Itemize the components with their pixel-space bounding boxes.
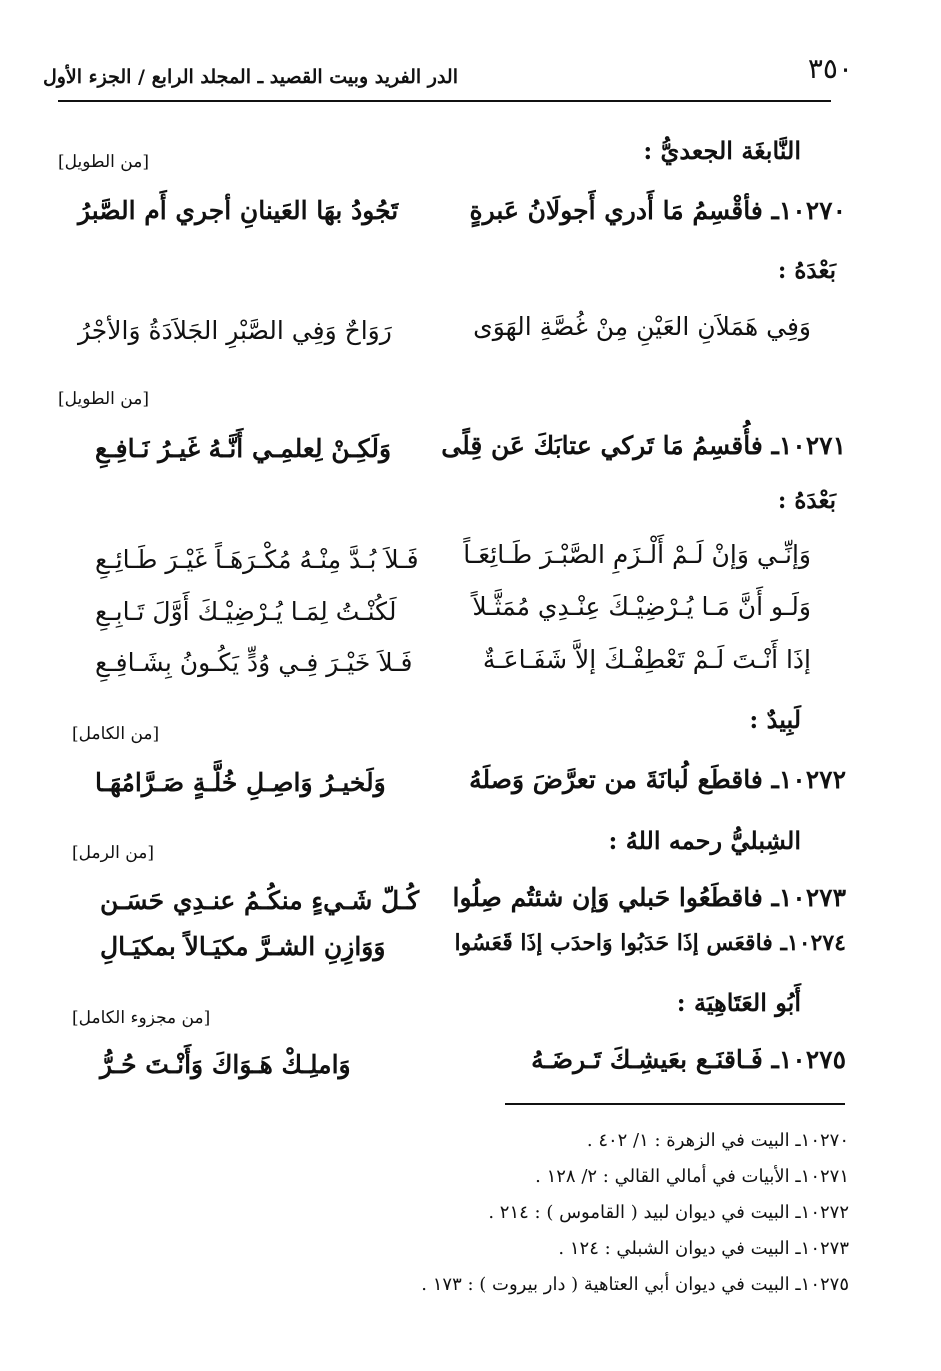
verse-second-hemistich: فَـلاَ خَيْـرَ فِـي وُدٍّ يَكُـونُ بِشَـافِـعِ [95,648,413,677]
after-label: بَعْدَهُ : [777,487,836,514]
meter-label: [من الكامل] [72,724,160,744]
verse-first-hemistich: ١٠٢٧٣ـ فاقطَعُوا حَبلي وَإن شئتُم صِلُوا [452,883,846,912]
poet-name: النَّابغَة الجعديُّ : [643,136,801,165]
after-label: بَعْدَهُ : [777,257,836,284]
verse-second-hemistich: تَجُودُ بهَا العَينانِ أجري أَم الصَّبرُ [78,196,399,225]
verse-second-hemistich: وَاملِـكْ هَـوَاكَ وَأَنْـتَ حُـرُّ [100,1050,351,1079]
verse-first-hemistich: وَلَـو أَنَّ مَـا يُـرْضِيْـكَ عِنْـدِي مُمَثَّـلاً [472,592,811,621]
footnote: ١٠٢٧٥ـ البيت في ديوان أبي العتاهية ( دار بيروت ) : ١٧٣ . [421,1274,849,1295]
running-header: الدر الفريد وبيت القصيد ـ المجلد الرابع / الجزء الأول [42,66,458,88]
verse-second-hemistich: كُـلّ شَـيءٍ منكُـمُ عنـدِي حَسَـن [100,886,420,915]
verse-second-hemistich: وَوَازِنِ الشـرَّ مكيَـالاً بمكيَـالِ [100,932,386,961]
verse-first-hemistich: ١٠٢٧٠ـ فأقْسِمُ مَا أَدري أَجولَانُ عَبرةٍ [469,196,846,225]
meter-label: [من الطويل] [58,389,149,409]
header-divider [58,100,831,102]
poet-name: الشِبليُّ رحمه اللهُ : [608,826,801,855]
verse-second-hemistich: وَلَكِـنْ لِعلمِـي أَنَّـهُ غَيـرُ نَـافِـعِ [95,434,392,463]
poet-name: لَبِيدٌ : [749,705,801,734]
verse-first-hemistich: وَإنِّـي وَإنْ لَـمْ أَلْـزَمِ الصَّبْـرَ طَـائِعَـاً [463,540,811,569]
footnote: ١٠٢٧١ـ الأبيات في أمالي القالي : ٢/ ١٢٨ . [535,1166,849,1187]
footnote: ١٠٢٧٢ـ البيت في ديوان لبيد ( القاموس ) : ٢١٤ . [488,1202,849,1223]
footnote: ١٠٢٧٣ـ البيت في ديوان الشبلي : ١٢٤ . [558,1238,849,1259]
verse-second-hemistich: لَكُنْـتُ لِمَـا يُـرْضِيْـكَ أَوَّلَ تَـابِـعِ [95,597,397,626]
verse-first-hemistich: ١٠٢٧٥ـ فَـاقنَـع بعَيشِـكَ تَـرضَـهُ [531,1045,846,1074]
verse-first-hemistich: ١٠٢٧٤ـ فاقعَس إذَا حَدَبُوا وَاحدَب إذَا قَعَسُوا [454,930,846,956]
verse-second-hemistich: رَوَاحٌ وَفِي الصَّبْرِ الجَلاَدَةُ وَالأجْرُ [78,316,392,345]
meter-label: [من مجزوء الكامل] [72,1008,211,1028]
verse-first-hemistich: ١٠٢٧٢ـ فاقطَع لُبانَةَ من تعرَّضَ وَصلَهُ [469,765,846,794]
footnote: ١٠٢٧٠ـ البيت في الزهرة : ١/ ٤٠٢ . [586,1130,849,1151]
footnote-divider [505,1103,845,1105]
verse-first-hemistich: ١٠٢٧١ـ فأُقسِمُ مَا تَركي عتابَكَ عَن قِلًى [441,431,846,460]
poet-name: أَبُو العَتَاهِيَة : [676,988,801,1017]
verse-second-hemistich: وَلَخيـرُ وَاصِـلِ خُلَّـةٍ صَـرَّامُهَـا [95,768,386,797]
verse-second-hemistich: فَـلاَ بُـدَّ مِنْـهُ مُكْـرَهَـاً غَيْـرَ طَـائِـعِ [95,545,419,574]
meter-label: [من الرمل] [72,843,154,863]
meter-label: [من الطويل] [58,152,149,172]
verse-first-hemistich: وَفِي هَمَلاَنِ العَيْنِ مِنْ غُصَّةِ الهَوَى [473,312,811,341]
page-number: ٣٥٠ [807,52,853,85]
verse-first-hemistich: إذَا أَنْـتَ لَـمْ تَعْطِفْـكَ إلاَّ شَفَـاعَـةٌ [482,645,811,674]
